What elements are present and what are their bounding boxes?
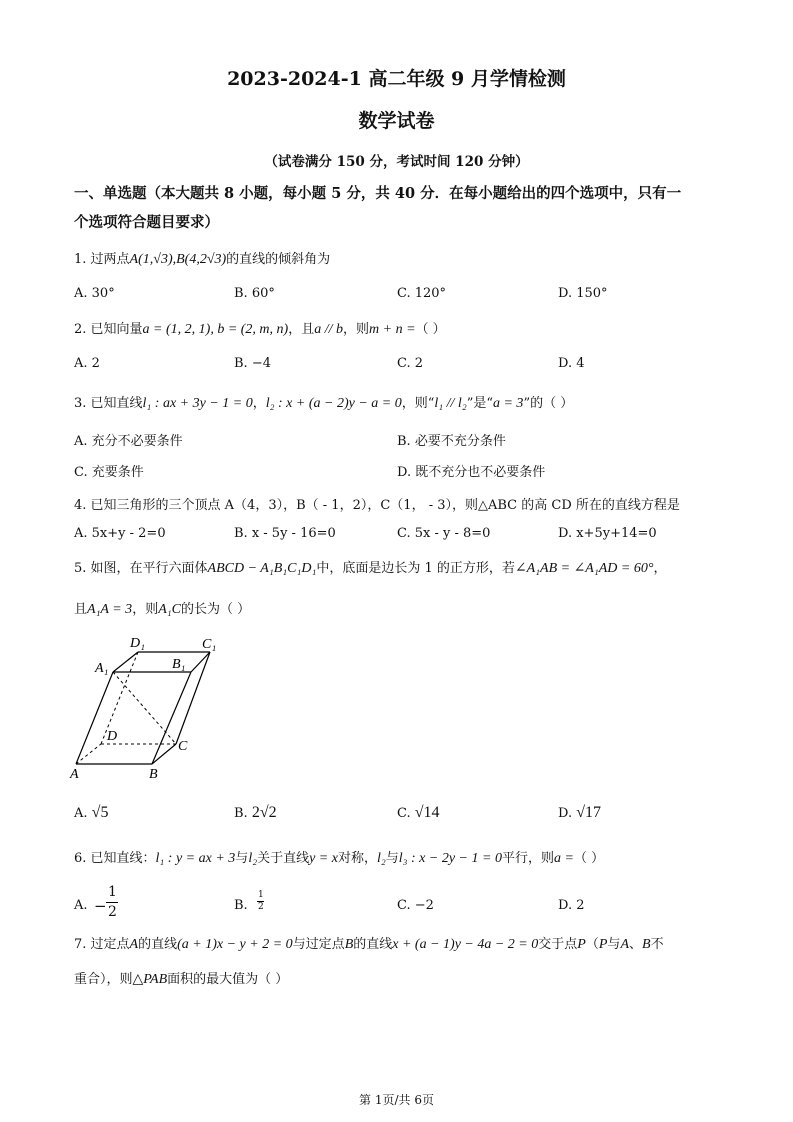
q5-option-a: A. √5 [74, 804, 109, 821]
q5-option-d: D. √17 [558, 804, 602, 821]
q2-option-b: B. −4 [234, 356, 271, 371]
q2-sum-math: m + n = [369, 322, 416, 337]
q1-option-a: A. 30° [74, 286, 115, 301]
q3-option-c: C. 充要条件 [74, 465, 144, 480]
edge-A-A1 [76, 672, 113, 764]
q2-option-d: D. 4 [558, 356, 585, 371]
parallelepiped-figure [66, 632, 226, 782]
q4-option-b: B. x - 5y - 16=0 [234, 526, 336, 541]
question-4-stem: 4. 已知三角形的三个顶点 A（4，3），B（ - 1，2），C（1， - 3），则△ABC 的高 CD 所在的直线方程是 [74, 498, 680, 513]
q1-option-c: C. 120° [397, 286, 447, 301]
section-heading-line2: 个选项符合题目要求） [74, 214, 219, 231]
label-C: C [178, 739, 188, 754]
q3-condition-math: a = 3 [492, 396, 524, 411]
q3-line2-math: l₂ : x + (a − 2)y − a = 0 [265, 396, 402, 411]
question-7-stem-2: 重合），则△PAB面积的最大值为（ ） [74, 972, 289, 987]
exam-note: （试卷满分 150 分，考试时间 120 分钟） [264, 154, 529, 170]
exam-subtitle: 数学试卷 [358, 110, 435, 132]
question-6-stem: 6. 已知直线：l₁ : y = ax + 3与l₂关于直线y = x对称，l₂与l₃ : x − 2y − 1 = 0平行，则a =（ ） [74, 851, 605, 866]
label-D: D [107, 729, 118, 744]
q3-option-a: A. 充分不必要条件 [74, 434, 183, 449]
q2-option-c: C. 2 [397, 356, 424, 371]
q3-parallel-math: l₁ // l₂ [434, 396, 467, 411]
q6-option-c: C. −2 [397, 898, 434, 913]
label-A: A [70, 767, 79, 782]
q1-option-d: D. 150° [558, 286, 608, 301]
q5-option-c: C. √14 [397, 804, 440, 821]
label-A1: A₁ [95, 661, 109, 676]
edge-A1-D1 [113, 652, 138, 672]
label-B: B [149, 767, 158, 782]
label-D1: D₁ [130, 636, 145, 651]
q2-vectors-math: a = (1, 2, 1), b = (2, m, n) [142, 322, 289, 337]
question-1-stem: 1. 过两点A(1,√3),B(4,2√3)的直线的倾斜角为 [74, 252, 331, 267]
q2-option-a: A. 2 [74, 356, 100, 371]
question-5-stem: 5. 如图，在平行六面体ABCD − A₁B₁C₁D₁中，底面是边长为 1 的正方形，若∠A₁AB = ∠A₁AD = 60°， [74, 561, 667, 576]
q5-diagonal-math: A₁C [158, 602, 181, 617]
q4-option-c: C. 5x - y - 8=0 [397, 526, 491, 541]
q1-option-b: B. 60° [234, 286, 275, 301]
question-3-stem: 3. 已知直线l₁ : ax + 3y − 1 = 0，l₂ : x + (a − 2)y − a = 0，则“l₁ // l₂”是“a = 3”的（ ） [74, 396, 574, 411]
edge-B1-C1 [191, 652, 210, 672]
q4-option-d: D. x+5y+14=0 [558, 526, 657, 541]
q5-solid-math: ABCD − A₁B₁C₁D₁ [207, 561, 317, 576]
q5-option-b: B. 2√2 [234, 804, 277, 821]
question-2-stem: 2. 已知向量a = (1, 2, 1), b = (2, m, n)，且a // b，则m + n =（ ） [74, 322, 446, 337]
q5-angle-math: ∠A₁AB = ∠A₁AD = 60° [514, 561, 654, 576]
label-C1: C₁ [202, 637, 217, 652]
hidden-diagonal-A1-C [113, 672, 176, 744]
q4-option-a: A. 5x+y - 2=0 [74, 526, 166, 541]
q1-points-math: A(1,√3),B(4,2√3) [129, 252, 227, 267]
question-7-stem: 7. 过定点A的直线(a + 1)x − y + 2 = 0与过定点B的直线x + (a − 1)y − 4a − 2 = 0交于点P（P与A、B不 [74, 937, 664, 952]
page-footer: 第 1页/共 6页 [359, 1093, 434, 1107]
section-heading-line1: 一、单选题（本大题共 8 小题，每小题 5 分，共 40 分．在每小题给出的四个选项中，只有一 [74, 185, 682, 202]
question-5-stem-2: 且A₁A = 3，则A₁C的长为（ ） [74, 602, 251, 617]
q3-option-d: D. 既不充分也不必要条件 [397, 465, 546, 480]
exam-title: 2023-2024-1 高二年级 9 月学情检测 [227, 68, 566, 90]
q3-line1-math: l₁ : ax + 3y − 1 = 0 [142, 396, 253, 411]
q6-option-d: D. 2 [558, 898, 585, 913]
q2-parallel-math: a // b [314, 322, 343, 337]
q5-edge-math: A₁A = 3 [87, 602, 133, 617]
label-B1: B₁ [172, 657, 186, 672]
q3-option-b: B. 必要不充分条件 [397, 434, 506, 449]
